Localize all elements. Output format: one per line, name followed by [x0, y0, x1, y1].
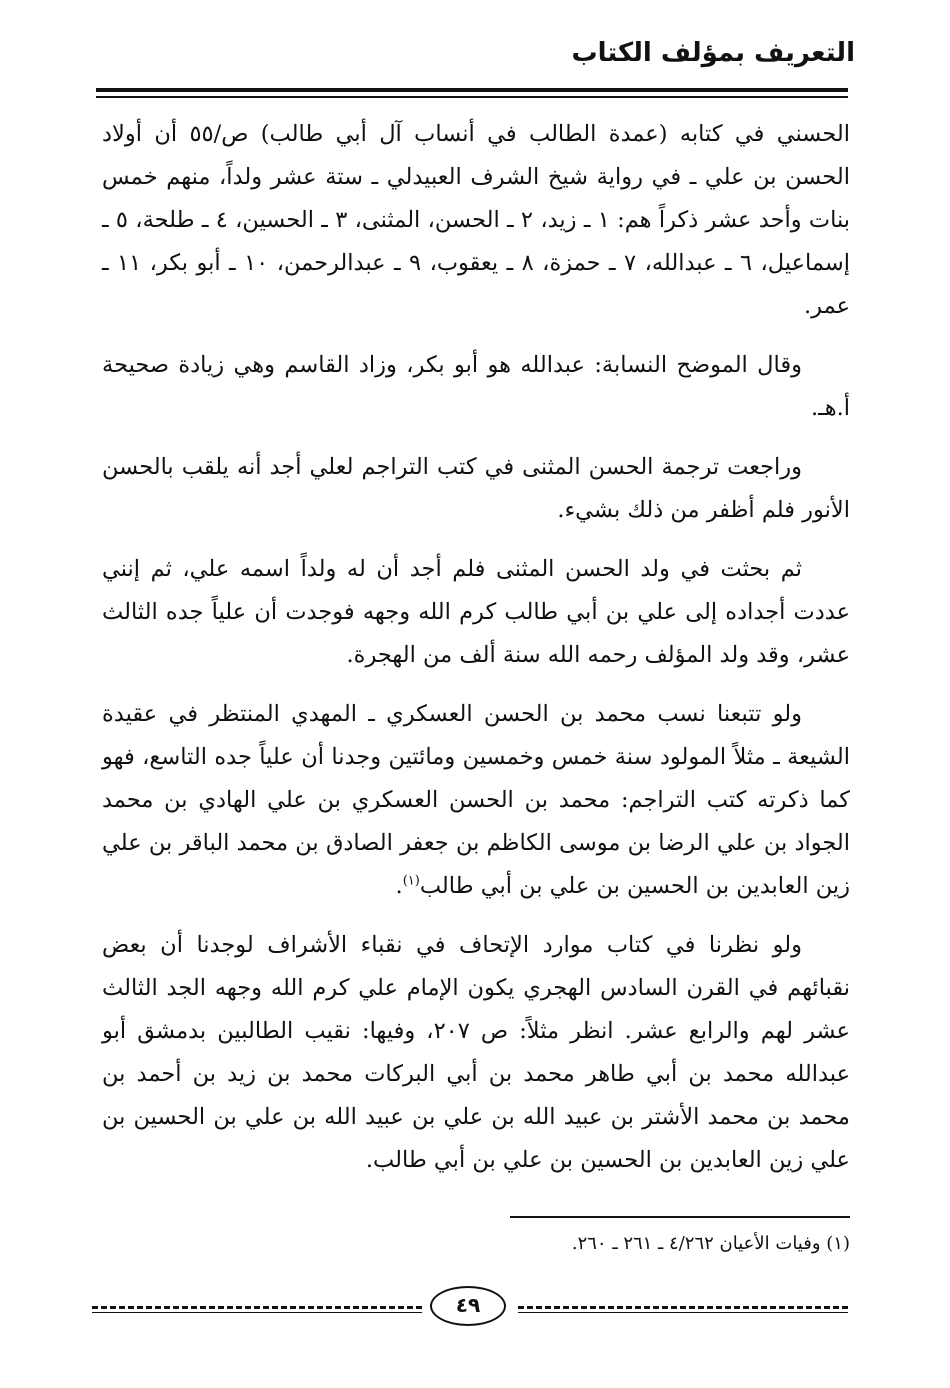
- paragraph-3: وراجعت ترجمة الحسن المثنى في كتب التراجم لعلي أجد أنه يلقب بالحسن الأنور فلم أظفر من ذلك بشيء.: [102, 454, 850, 523]
- footnote-rule: [510, 1216, 850, 1218]
- footer-dash-left: [92, 1306, 422, 1309]
- footer-line-left: [92, 1312, 422, 1313]
- header-rule-thin: [96, 96, 848, 98]
- footnote-marker: (١): [402, 873, 420, 889]
- running-header-title: التعريف بمؤلف الكتاب: [571, 38, 855, 68]
- footnote-text: (١) وفيات الأعيان ٤/٢٦٢ ـ ٢٦١ ـ ٢٦٠.: [571, 1233, 850, 1254]
- paragraph-5-text: ولو تتبعنا نسب محمد بن الحسن العسكري ـ المهدي المنتظر في عقيدة الشيعة ـ مثلاً المولود سنة خمس وخمسين ومائتين وجدنا أن علياً جده التاسع، فهو كما ذكرته كتب التراجم: محمد بن الحسن العسكري بن علي الهادي بن محمد الجواد بن علي الرضا بن موسى الكاظم بن جعفر الصادق بن محمد الباقر بن علي زين العابدين بن الحسين بن علي بن أبي طالب: [102, 701, 850, 899]
- header-rule-thick: [96, 88, 848, 92]
- main-body-text: [102, 113, 850, 1198]
- paragraph-1: الحسني في كتابه (عمدة الطالب في أنساب آل أبي طالب) ص/٥٥ أن أولاد الحسن بن علي ـ في رواية شيخ الشرف العبيدلي ـ ستة عشر ولداً، منهم خمس بنات وأحد عشر ذكراً هم: ١ ـ زيد، ٢ ـ الحسن، المثنى، ٣ ـ الحسين، ٤ ـ طلحة، ٥ ـ إسماعيل، ٦ ـ عبدالله، ٧ ـ حمزة، ٨ ـ يعقوب، ٩ ـ عبدالرحمن، ١٠ ـ أبو بكر، ١١ ـ عمر.: [102, 121, 851, 319]
- page-number: ٤٩: [430, 1286, 506, 1326]
- paragraph-2: وقال الموضح النسابة: عبدالله هو أبو بكر، وزاد القاسم وهي زيادة صحيحة أ.هـ.: [102, 352, 850, 421]
- page-footer: [92, 1284, 848, 1330]
- paragraph-5: [102, 693, 850, 908]
- footer-dash-right: [518, 1306, 848, 1309]
- paragraph-4: ثم بحثت في ولد الحسن المثنى فلم أجد أن له ولداً اسمه علي، ثم إنني عددت أجداده إلى علي بن أبي طالب كرم الله وجهه فوجدت أن علياً جده الثالث عشر، وقد ولد المؤلف رحمه الله سنة ألف من الهجرة.: [102, 556, 850, 668]
- paragraph-5-end: .: [395, 873, 403, 899]
- paragraph-6: ولو نظرنا في كتاب موارد الإتحاف في نقباء الأشراف لوجدنا أن بعض نقبائهم في القرن السادس الهجري يكون الإمام علي كرم الله وجهه الجد الثالث عشر لهم والرابع عشر. انظر مثلاً: ص ٢٠٧، وفيها: نقيب الطالبين بدمشق أبو عبدالله محمد بن أبي طاهر محمد بن أبي البركات محمد بن زيد بن أحمد بن محمد بن محمد الأشتر بن عبيد الله بن علي بن عبيد الله بن علي بن الحسين بن علي زين العابدين بن الحسين بن علي بن أبي طالب.: [102, 932, 850, 1173]
- footer-line-right: [518, 1312, 848, 1313]
